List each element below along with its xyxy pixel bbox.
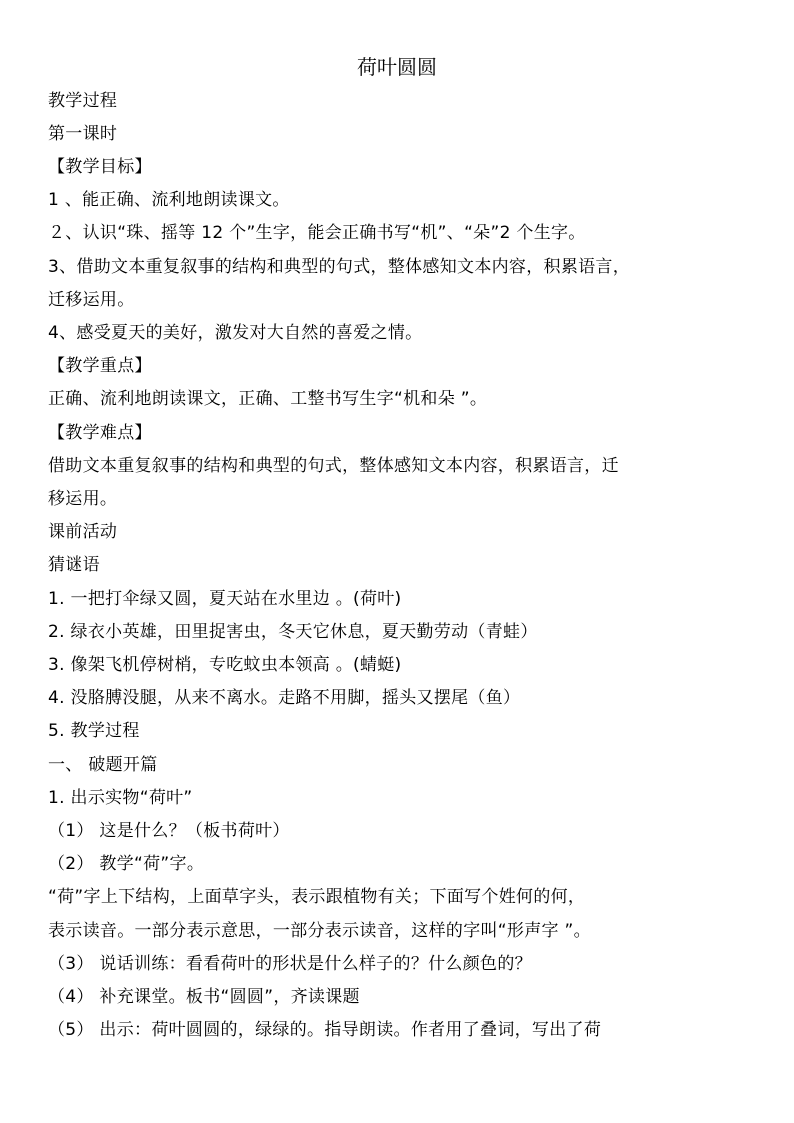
- text-line: 教学过程: [48, 91, 118, 111]
- text-line: （3） 说话训练：看看荷叶的形状是什么样子的？什么颜色的？: [48, 954, 532, 974]
- text-line: 【教学重点】: [48, 356, 152, 376]
- text-line: 第一课时: [48, 124, 118, 144]
- text-line: 猜谜语: [48, 555, 100, 575]
- text-line: 表示读音。一部分表示意思，一部分表示读音，这样的字叫“形声字 ”。: [48, 921, 591, 941]
- text-line: 5. 教学过程: [48, 721, 140, 741]
- text-line: 2. 绿衣小英雄，田里捉害虫，冬天它休息，夏天勤劳动（青蛙）: [48, 622, 538, 642]
- text-line: 1 、能正确、流利地朗读课文。: [48, 190, 290, 210]
- text-line: 一、 破题开篇: [48, 755, 158, 775]
- text-line: 借助文本重复叙事的结构和典型的句式，整体感知文本内容，积累语言，迁: [48, 456, 619, 476]
- text-line: （2） 教学“荷”字。: [48, 854, 205, 874]
- text-line: 【教学目标】: [48, 157, 152, 177]
- text-line: 3、借助文本重复叙事的结构和典型的句式，整体感知文本内容，积累语言，: [48, 257, 631, 277]
- text-line: 1. 一把打伞绿又圆，夏天站在水里边 。(荷叶): [48, 589, 402, 609]
- document-title: 荷叶圆圆: [357, 55, 437, 79]
- text-line: 3. 像架飞机停树梢，专吃蚊虫本领高 。(蜻蜓): [48, 655, 402, 675]
- text-line: 【教学难点】: [48, 423, 152, 443]
- text-line: （5） 出示：荷叶圆圆的，绿绿的。指导朗读。作者用了叠词，写出了荷: [48, 1020, 602, 1040]
- text-line: 4. 没胳膊没腿，从来不离水。走路不用脚，摇头又摆尾（鱼）: [48, 688, 521, 708]
- text-line: 1. 出示实物“荷叶”: [48, 788, 193, 808]
- text-line: 移运用。: [48, 489, 118, 509]
- text-line: 正确、流利地朗读课文，正确、工整书写生字“机和朵 ”。: [48, 389, 488, 409]
- text-line: ２、认识“珠、摇等 12 个”生字，能会正确书写“机”、“朵”2 个生字。: [48, 223, 586, 243]
- text-line: 迁移运用。: [48, 290, 135, 310]
- text-line: 4、感受夏天的美好，激发对大自然的喜爱之情。: [48, 323, 423, 343]
- text-line: （4） 补充课堂。板书“圆圆”，齐读课题: [48, 987, 360, 1007]
- text-line: （1） 这是什么？（板书荷叶）: [48, 821, 290, 841]
- text-line: “荷”字上下结构，上面草字头，表示跟植物有关；下面写个姓何的何，: [48, 887, 586, 907]
- text-line: 课前活动: [48, 522, 118, 542]
